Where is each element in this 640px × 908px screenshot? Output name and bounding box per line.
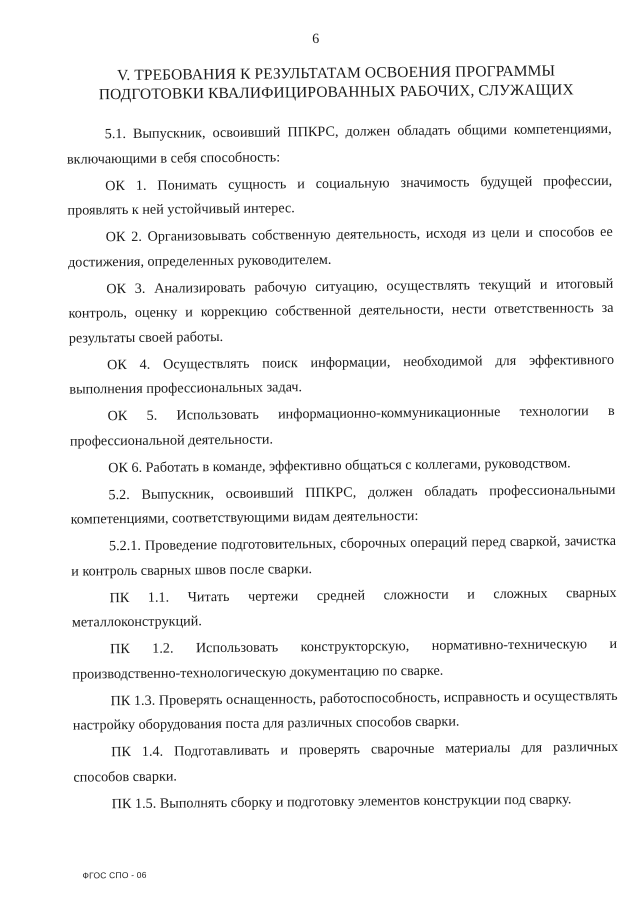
page-number: 6 <box>312 31 320 48</box>
section-title-line-1: V. ТРЕБОВАНИЯ К РЕЗУЛЬТАТАМ ОСВОЕНИЯ ПРОГРАММЫ <box>116 62 556 85</box>
paragraph-ok-4: ОК 4. Осуществлять поиск информации, необходимой для эффективного выполнения профессиональных задач. <box>69 351 615 398</box>
paragraph-5-1: 5.1. Выпускник, освоивший ППКРС, должен обладать общими компетенциями, включающими в себя способность: <box>66 120 612 168</box>
paragraph-5-2: 5.2. Выпускник, освоивший ППКРС, должен обладать профессиональными компетенциями, соответствующими видам деятельности: <box>70 481 616 528</box>
paragraph-ok-2: ОК 2. Организовывать собственную деятельность, исходя из цели и способов ее достижения, определенных руководителем. <box>67 223 613 271</box>
paragraph-ok-6: ОК 6. Работать в команде, эффективно общаться с коллегами, руководством. <box>108 454 571 476</box>
paragraph-ok-5: ОК 5. Использовать информационно-коммуникационные технологии в профессиональной деятельности. <box>69 402 615 450</box>
paragraph-5-2-1: 5.2.1. Проведение подготовительных, сборочных операций перед сваркой, зачистка и контроль сварных швов после сварки. <box>71 532 617 580</box>
paragraph-pk-1-4: ПК 1.4. Подготавливать и проверять сварочные материалы для различных способов сварки. <box>73 738 619 786</box>
paragraph-pk-1-1: ПК 1.1. Читать чертежи средней сложности и сложных сварных металлоконструкций. <box>71 584 617 631</box>
paragraph-pk-1-5: ПК 1.5. Выполнять сборку и подготовку элементов конструкции под сварку. <box>111 790 572 812</box>
section-title <box>66 61 606 105</box>
footer-label: ФГОС СПО - 06 <box>82 869 147 881</box>
section-title-line-2: ПОДГОТОВКИ КВАЛИФИЦИРОВАННЫХ РАБОЧИХ, СЛУЖАЩИХ <box>98 81 574 104</box>
paragraph-ok-3: ОК 3. Анализировать рабочую ситуацию, осуществлять текущий и итоговый контроль, оценку и коррекцию собственной деятельности, нести ответственность за результаты своей работы. <box>68 275 614 347</box>
paragraph-pk-1-3: ПК 1.3. Проверять оснащенность, работоспособность, исправность и осуществлять настройку оборудования поста для различных способов сварки. <box>72 687 618 734</box>
document-body <box>67 117 619 819</box>
paragraph-pk-1-2: ПК 1.2. Использовать конструкторскую, нормативно-техническую и производственно-технологическую документацию по сварке. <box>72 635 618 683</box>
paragraph-ok-1: ОК 1. Понимать сущность и социальную значимость будущей профессии, проявлять к ней устойчивый интерес. <box>67 172 613 219</box>
